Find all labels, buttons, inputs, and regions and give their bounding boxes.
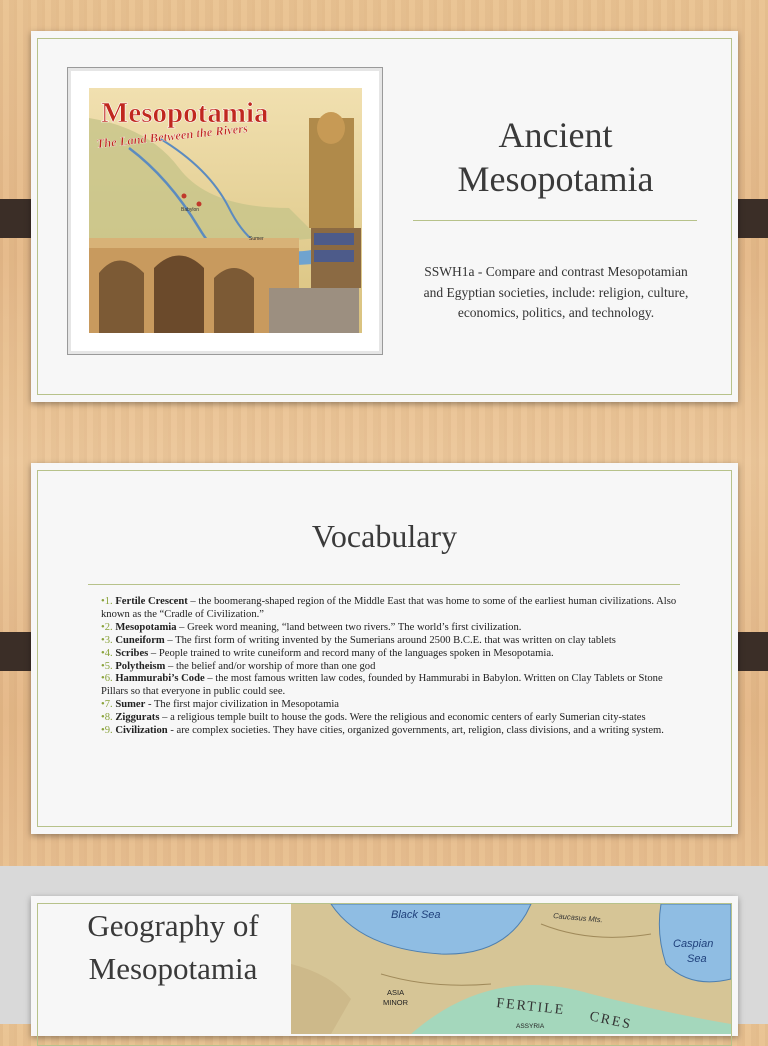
geography-map [291,904,731,1034]
vocabulary-list [101,596,681,738]
vocab-term: Civilization [115,725,168,737]
title-line-2: Mesopotamia [457,159,654,199]
map-label-sea: Sea [687,953,707,965]
bullet-number: •2. [101,621,116,633]
vocab-definition: – The first form of writing invented by the Sumerians around 2500 B.C.E. that was written on clay tablets [164,634,616,646]
vocab-term: Scribes [115,647,149,659]
map-label-sumer: Sumer [249,236,264,242]
title-divider [413,220,697,221]
vocab-definition: – the belief and/or worship of more than one god [165,660,376,672]
vocab-definition: - The first major civilization in Mesopotamia [145,699,340,711]
vocab-term: Ziggurats [115,712,160,724]
map-label-caspian: Caspian [673,938,714,950]
list-item [101,648,681,661]
list-item [101,699,681,712]
list-item [101,622,681,635]
bullet-number: •8. [101,712,116,724]
slide-title-heading [413,113,698,201]
map-label-caucasus: Caucasus Mts. [552,911,604,925]
bullet-number: •7. [101,699,116,711]
slide-title[interactable] [31,31,738,402]
bullet-number: •5. [101,660,116,672]
map-label-babylon: Babylon [181,207,200,213]
bullet-number: •6. [101,673,116,685]
vocab-term: Sumer [115,699,146,711]
vocab-definition: – the boomerang-shaped region of the Middle East that was home to some of the earliest human civilizations. Also known as the “Cradle of Civilization.” [101,596,677,620]
cover-image-frame [67,67,383,355]
vocab-definition: – People trained to write cuneiform and record many of the languages spoken in Mesopotamia. [148,647,554,659]
vocab-definition: – a religious temple built to house the gods. Were the religious and economic centers of early Sumerian city-states [159,712,646,724]
map-label-crescent: CRES [588,1009,634,1033]
cover-image-subtitle: The Land Between the Rivers [95,121,249,151]
list-item [101,635,681,648]
geography-heading [53,904,293,990]
slide-geography[interactable] [31,896,738,1036]
cover-image [89,88,362,333]
heading-divider [88,584,680,585]
slide-vocabulary[interactable] [31,463,738,834]
bullet-number: •1. [101,596,116,607]
map-label-black-sea: Black Sea [391,909,441,921]
vocab-term: Cuneiform [115,634,165,646]
bullet-number: •3. [101,634,116,646]
list-item [101,596,681,622]
map-label-asia: ASIA [387,988,405,997]
map-label-assyria: ASSYRIA [516,1023,545,1030]
list-item [101,712,681,725]
standard-description: SSWH1a - Compare and contrast Mesopotamian and Egyptian societies, include: religion, culture, economics, politics, and technology. [423,264,689,320]
title-line-2: Mesopotamia [88,951,258,986]
title-line-1: Ancient [498,115,613,155]
bullet-number: •4. [101,647,116,659]
cover-image-title: Mesopotamia [101,97,269,129]
bullet-number: •9. [101,725,116,737]
list-item [101,725,681,738]
map-label-minor: MINOR [383,998,408,1007]
vocab-term: Hammurabi’s Code [115,673,205,685]
list-item [101,673,681,699]
vocab-definition: – Greek word meaning, “land between two rivers.” The world’s first civilization. [176,621,522,633]
vocab-definition: - are complex societies. They have cities, organized governments, art, religion, class divisions, and a writing system. [167,725,664,737]
list-item [101,661,681,674]
vocabulary-heading: Vocabulary [311,518,458,554]
title-line-1: Geography of [87,908,259,943]
map-label-fertile: FERTILE [495,996,566,1019]
vocab-term: Fertile Crescent [115,596,188,607]
vocab-definition: – the most famous written law codes, founded by Hammurabi in Babylon. Written on Clay Tablets or Stone Pillars so that everyone in public could see. [101,673,663,698]
vocab-term: Polytheism [115,660,166,672]
vocab-term: Mesopotamia [115,621,177,633]
